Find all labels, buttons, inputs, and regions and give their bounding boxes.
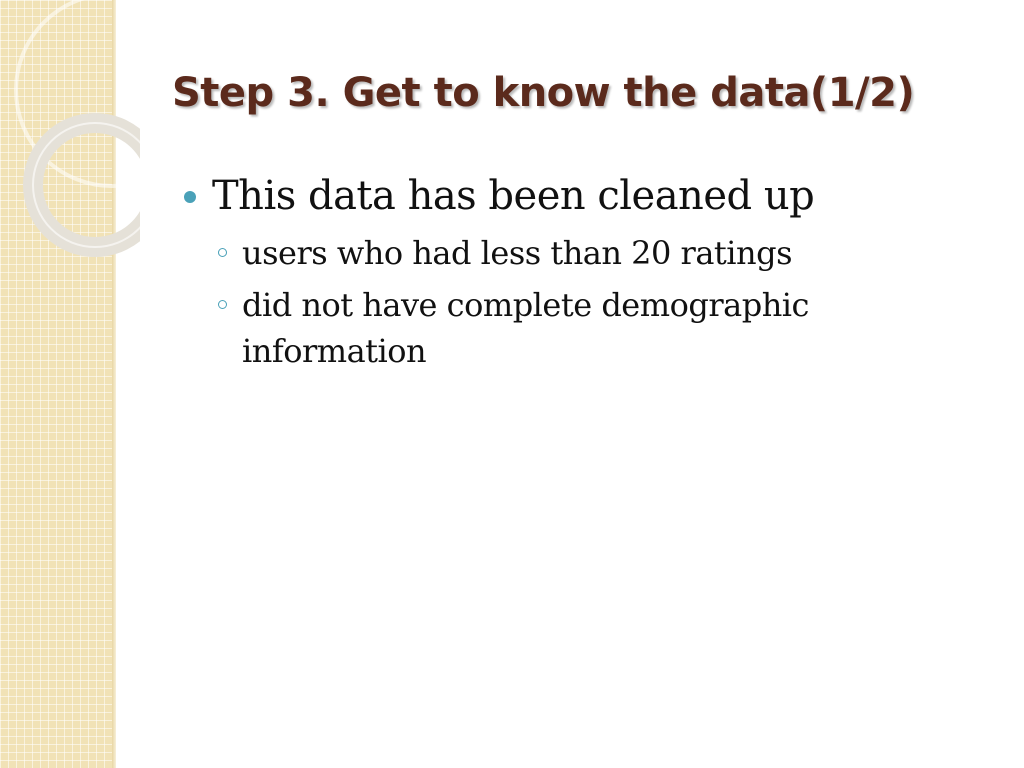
sub-bullet-item (182, 282, 902, 374)
decorative-rings-icon (0, 0, 140, 260)
filled-circle-bullet-icon (184, 191, 196, 203)
hollow-circle-bullet-icon (218, 300, 227, 309)
sub-bullet-text: did not have complete demographic information (242, 286, 809, 370)
sub-bullet-item (182, 230, 902, 276)
slide-title: Step 3. Get to know the data(1/2) (172, 70, 915, 116)
sub-bullet-text: users who had less than 20 ratings (242, 234, 793, 272)
bullet-text: This data has been cleaned up (212, 173, 815, 219)
bullet-item (182, 168, 902, 224)
bullet-list (182, 168, 902, 374)
hollow-circle-bullet-icon (218, 248, 227, 257)
